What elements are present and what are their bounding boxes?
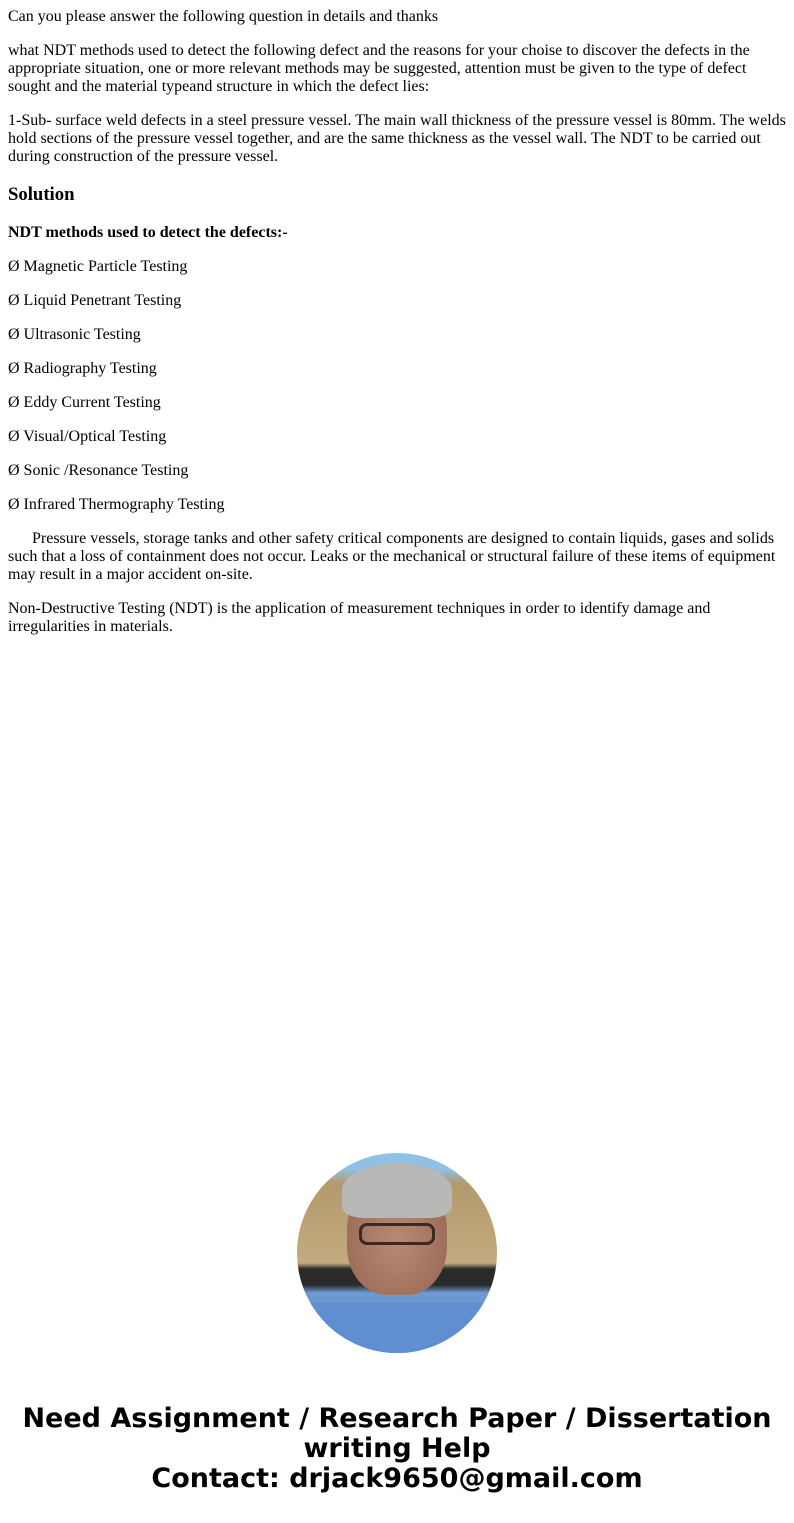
methods-heading xyxy=(8,224,786,242)
avatar-glasses xyxy=(359,1223,435,1245)
contact-footer xyxy=(0,1404,794,1494)
footer-line: writing Help xyxy=(303,1433,491,1464)
footer-contact: Contact: drjack9650@gmail.com xyxy=(151,1463,643,1494)
methods-heading-text: NDT methods used to detect the defects:- xyxy=(8,224,288,241)
footer-line: Need Assignment / Research Paper / Dissertation xyxy=(22,1403,772,1434)
method-item: Ø Magnetic Particle Testing xyxy=(8,258,188,275)
document-body xyxy=(0,0,794,652)
solution-paragraph: Pressure vessels, storage tanks and other safety critical components are designed to contain liquids, gases and solids such that a loss of containment does not occur. Leaks or the mechanical or structural failure of these items of equipment may result in a major accident on-site. xyxy=(8,530,776,583)
method-item: Ø Sonic /Resonance Testing xyxy=(8,462,189,479)
method-item: Ø Eddy Current Testing xyxy=(8,394,161,411)
question-item: 1-Sub- surface weld defects in a steel pressure vessel. The main wall thickness of the pressure vessel is 80mm. The welds hold sections of the pressure vessel together, and are the same thickness as the vessel wall. The NDT to be carried out during construction of the pressure vessel. xyxy=(8,112,786,165)
question-prompt: what NDT methods used to detect the following defect and the reasons for your choise to discover the defects in the appropriate situation, one or more relevant methods may be suggested, attention must be given to the type of defect sought and the material typeand structure in which the defect lies: xyxy=(8,42,750,95)
method-item: Ø Visual/Optical Testing xyxy=(8,428,167,445)
method-item: Ø Ultrasonic Testing xyxy=(8,326,141,343)
method-item: Ø Radiography Testing xyxy=(8,360,157,377)
method-item: Ø Infrared Thermography Testing xyxy=(8,496,225,513)
solution-heading: Solution xyxy=(8,184,75,205)
avatar-hair xyxy=(342,1163,452,1218)
avatar-shirt xyxy=(297,1303,497,1353)
author-avatar xyxy=(297,1153,497,1353)
solution-paragraph: Non-Destructive Testing (NDT) is the application of measurement techniques in order to identify damage and irregularities in materials. xyxy=(8,600,711,635)
question-intro: Can you please answer the following question in details and thanks xyxy=(8,8,439,25)
method-item: Ø Liquid Penetrant Testing xyxy=(8,292,182,309)
